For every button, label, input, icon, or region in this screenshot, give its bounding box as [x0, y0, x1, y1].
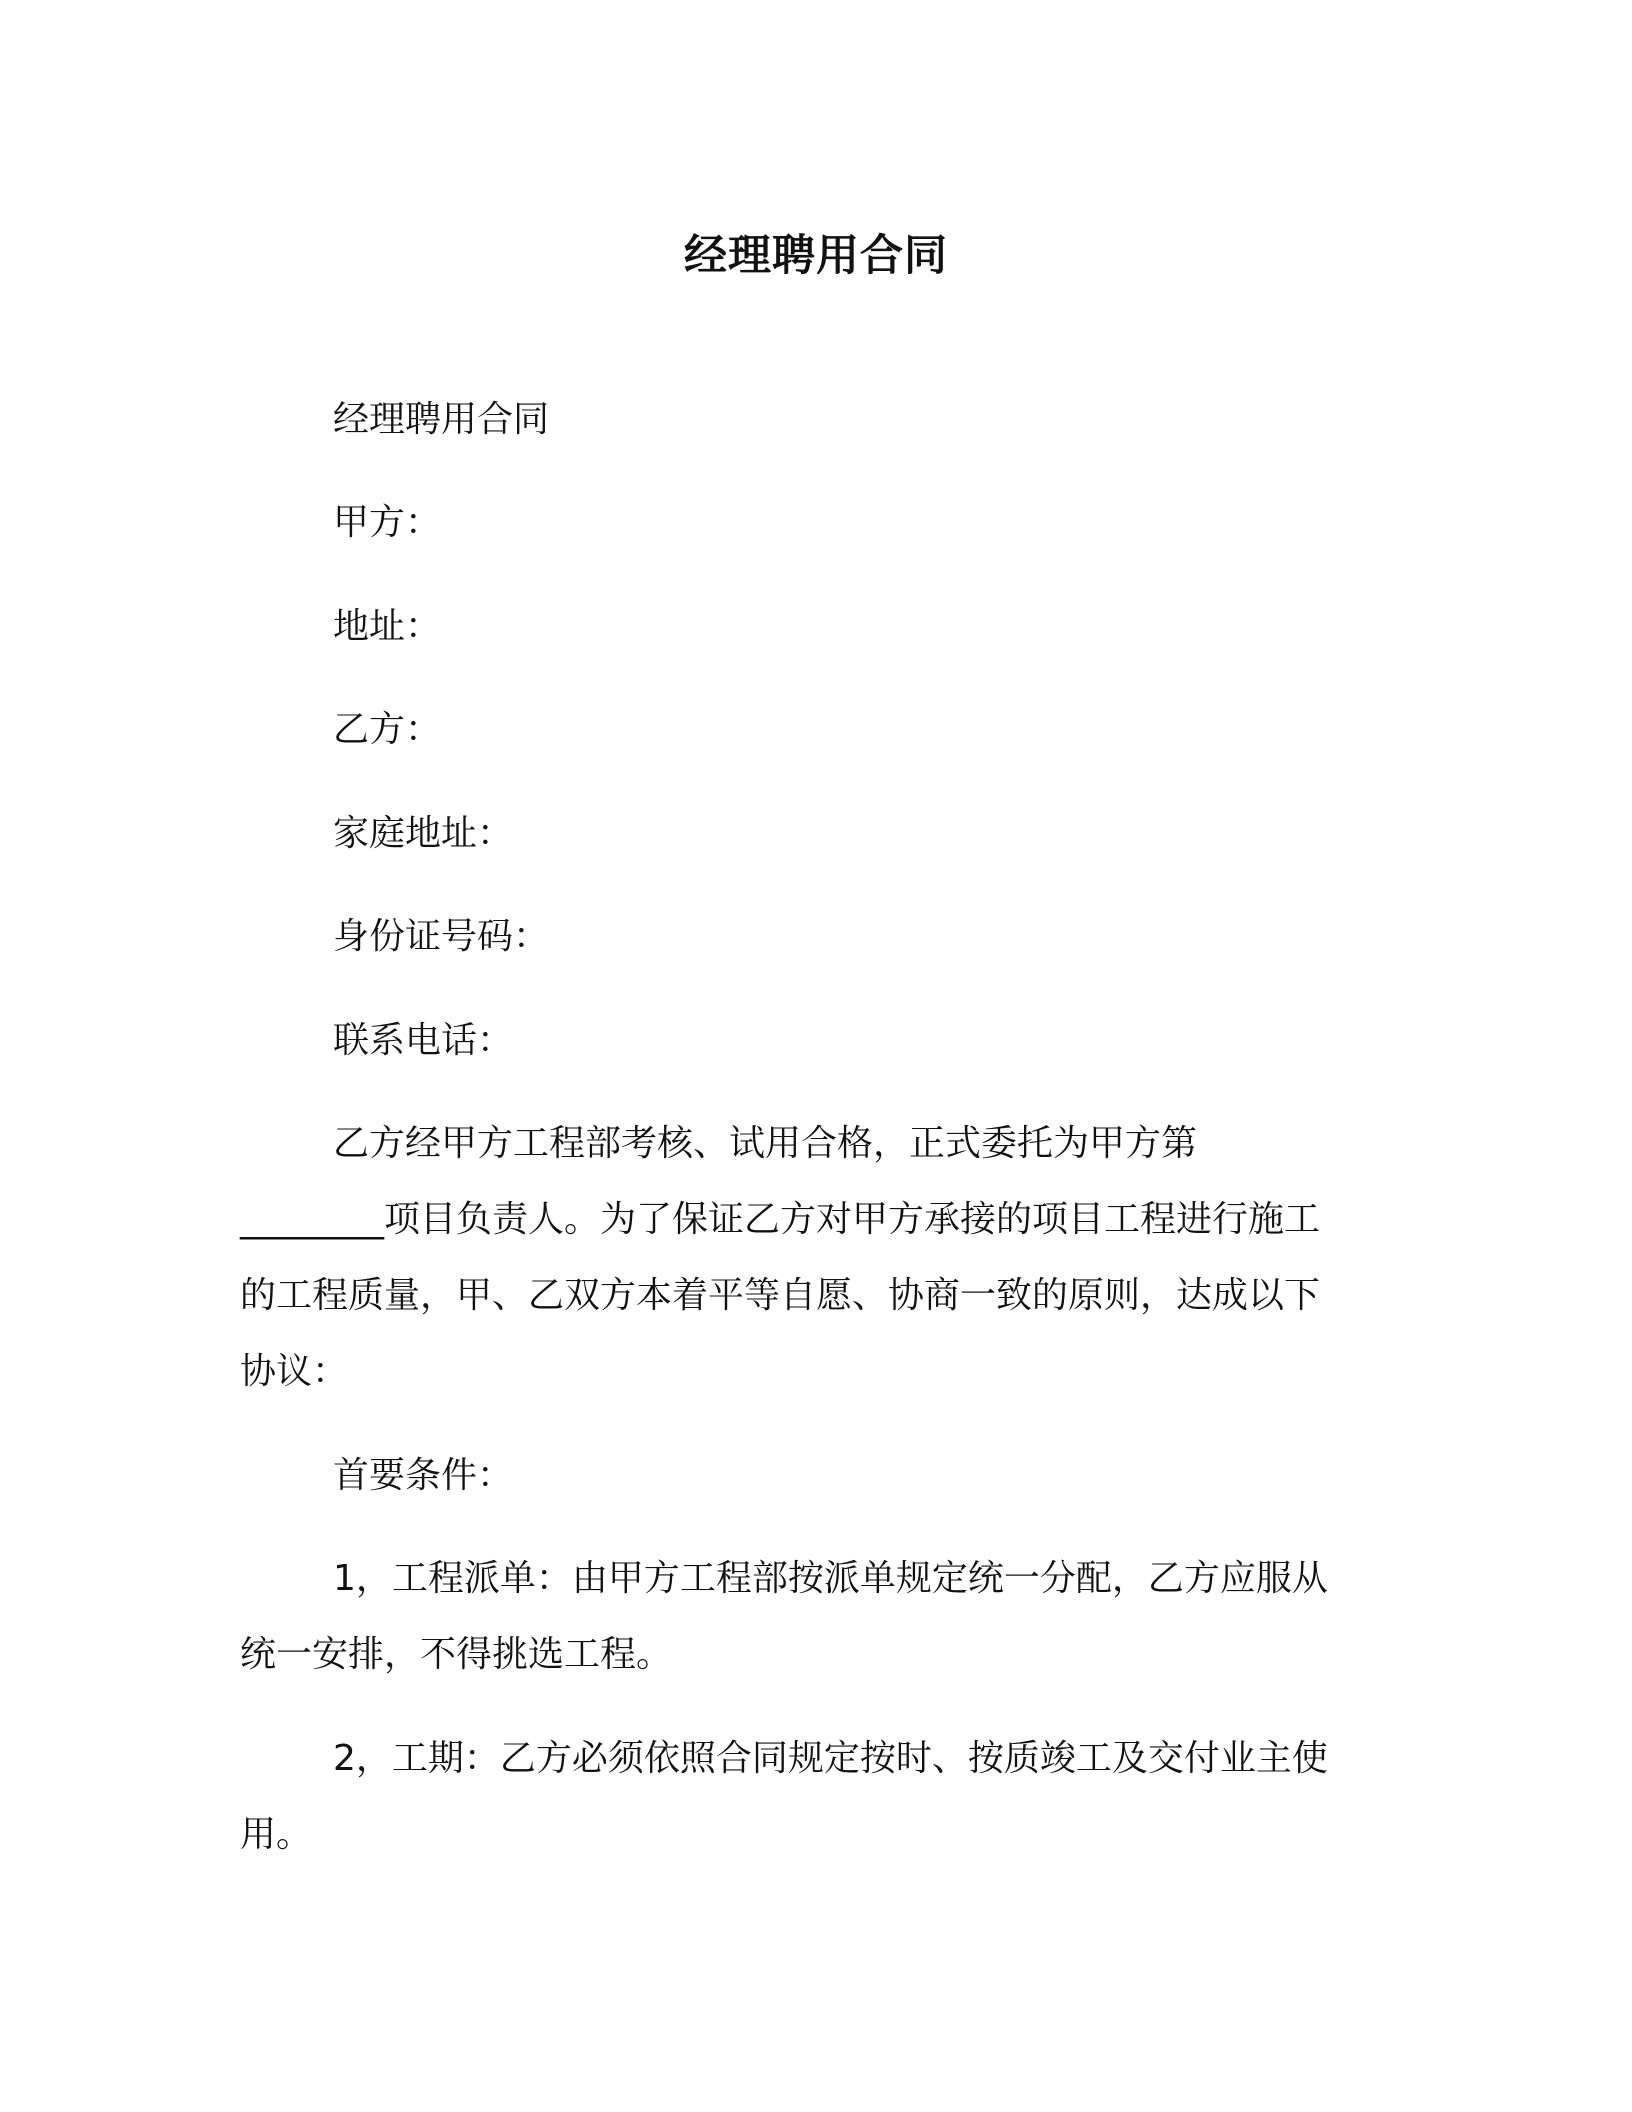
- section-heading: 首要条件：: [333, 1455, 514, 1496]
- document-title: 经理聘用合同: [684, 231, 948, 281]
- phone-label: 联系电话：: [333, 1020, 514, 1061]
- intro-line: 的工程质量，甲、乙双方本着平等自愿、协商一致的原则，达成以下: [240, 1275, 1321, 1316]
- address-label: 地址：: [333, 606, 442, 647]
- clause-line: 统一安排，不得挑选工程。: [240, 1634, 673, 1675]
- id-number-label: 身份证号码：: [333, 916, 550, 957]
- intro-line: 协议：: [240, 1351, 349, 1392]
- contract-heading: 经理聘用合同: [333, 399, 550, 440]
- party-a-label: 甲方：: [333, 502, 442, 543]
- party-b-label: 乙方：: [333, 709, 442, 750]
- clause-line: 1，工程派单：由甲方工程部按派单规定统一分配，乙方应服从: [333, 1558, 1328, 1599]
- intro-line: ________项目负责人。为了保证乙方对甲方承接的项目工程进行施工: [240, 1199, 1321, 1240]
- home-address-label: 家庭地址：: [333, 813, 514, 854]
- clause-line: 用。: [240, 1814, 313, 1855]
- clause-line: 2，工期：乙方必须依照合同规定按时、按质竣工及交付业主使: [333, 1738, 1328, 1779]
- intro-line: 乙方经甲方工程部考核、试用合格，正式委托为甲方第: [333, 1123, 1198, 1164]
